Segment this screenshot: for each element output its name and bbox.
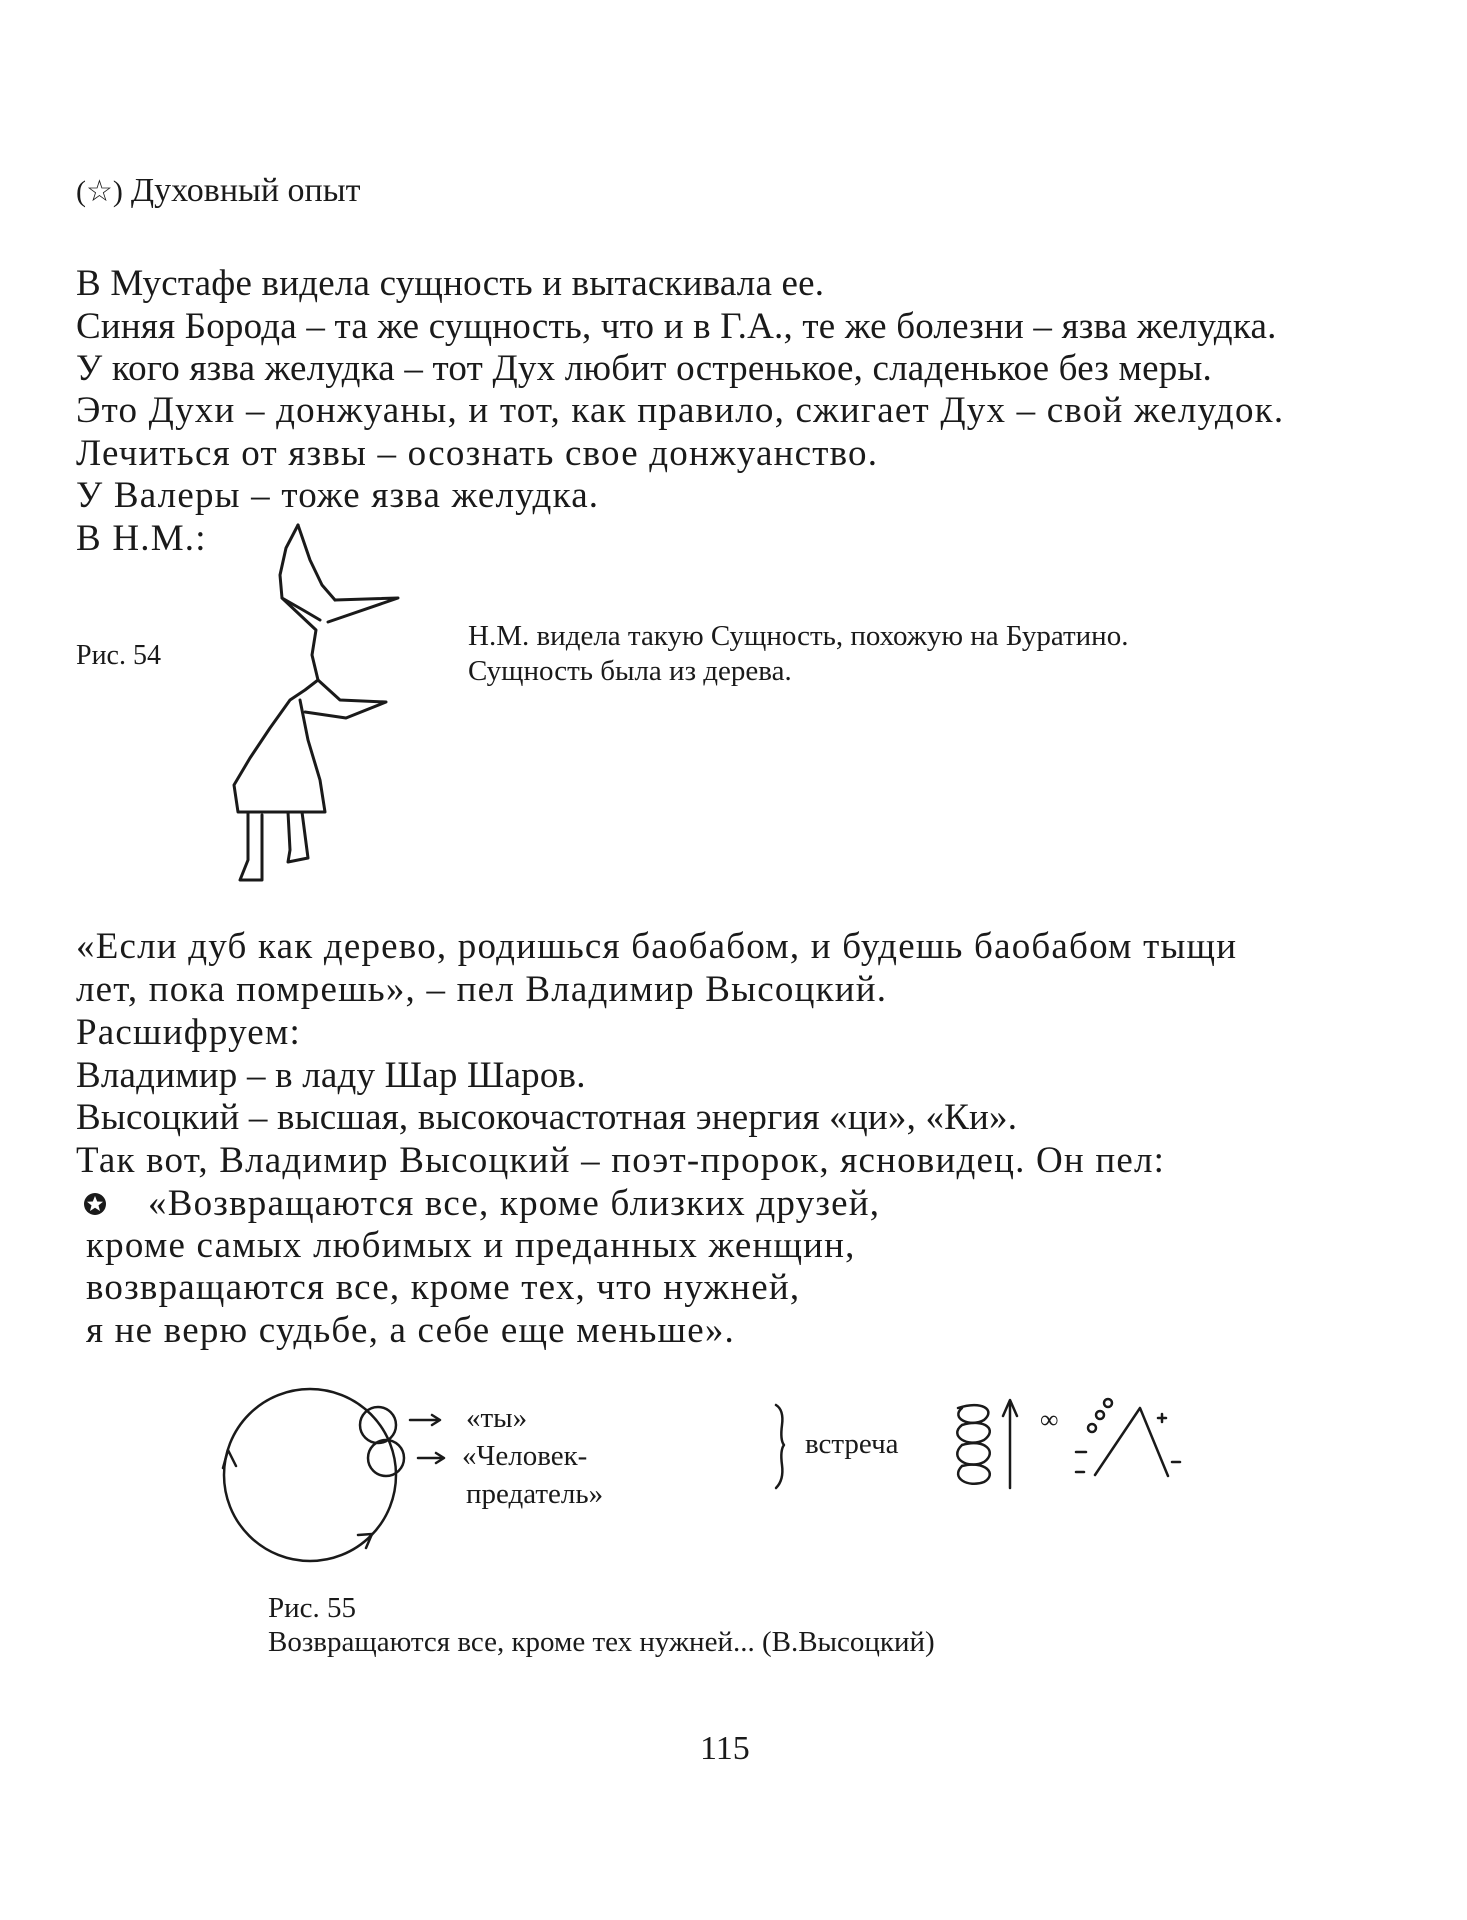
- figure-54-caption-line: Сущность была из дерева.: [468, 655, 792, 687]
- text-line: В Н.М.:: [76, 518, 207, 559]
- text-line: лет, пока помрешь», – пел Владимир Высоцкий.: [76, 969, 888, 1010]
- text-line: У Валеры – тоже язва желудка.: [76, 475, 600, 516]
- label-person-cont: предатель»: [466, 1478, 604, 1510]
- text-line: В Мустафе видела сущность и вытаскивала ее.: [76, 263, 825, 304]
- text-line: Высоцкий – высшая, высокочастотная энергия «ци», «Ки».: [76, 1097, 1018, 1138]
- poem-line: я не верю судьбе, а себе еще меньше».: [86, 1310, 736, 1351]
- text-line: Лечиться от язвы – осознать свое донжуанство.: [76, 433, 879, 474]
- text-line: Расшифруем:: [76, 1012, 302, 1053]
- text-line: «Если дуб как дерево, родишься баобабом, и будешь баобабом тыщи: [76, 926, 1238, 967]
- text-line: Синяя Борода – та же сущность, что и в Г.А., те же болезни – язва желудка.: [76, 306, 1277, 347]
- figure-55-label: Рис. 55: [268, 1592, 357, 1624]
- label-meeting: встреча: [805, 1428, 899, 1460]
- label-ty: «ты»: [466, 1402, 528, 1434]
- figure-55-caption: Возвращаются все, кроме тех нужней... (В.Высоцкий): [268, 1626, 935, 1658]
- infinity-symbol: ∞: [1040, 1405, 1059, 1434]
- star-symbol: (☆): [76, 175, 123, 208]
- text-line: У кого язва желудка – тот Дух любит остренькое, сладенькое без меры.: [76, 348, 1212, 389]
- poem-line: «Возвращаются все, кроме близких друзей,: [148, 1183, 881, 1224]
- text-line: Это Духи – донжуаны, и тот, как правило, сжигает Дух – свой желудок.: [76, 390, 1285, 431]
- poem-line: возвращаются все, кроме тех, что нужней,: [86, 1267, 801, 1308]
- text-line: Владимир – в ладу Шар Шаров.: [76, 1055, 586, 1096]
- label-person: «Человек-: [462, 1440, 588, 1472]
- page-number: 115: [700, 1730, 750, 1767]
- section-title: Духовный опыт: [130, 172, 361, 209]
- poem-line: кроме самых любимых и преданных женщин,: [86, 1225, 856, 1266]
- text-line: Так вот, Владимир Высоцкий – поэт-пророк, ясновидец. Он пел:: [76, 1140, 1166, 1181]
- figure-54-caption-line: Н.М. видела такую Сущность, похожую на Буратино.: [468, 620, 1129, 652]
- figure-54-label: Рис. 54: [76, 640, 161, 671]
